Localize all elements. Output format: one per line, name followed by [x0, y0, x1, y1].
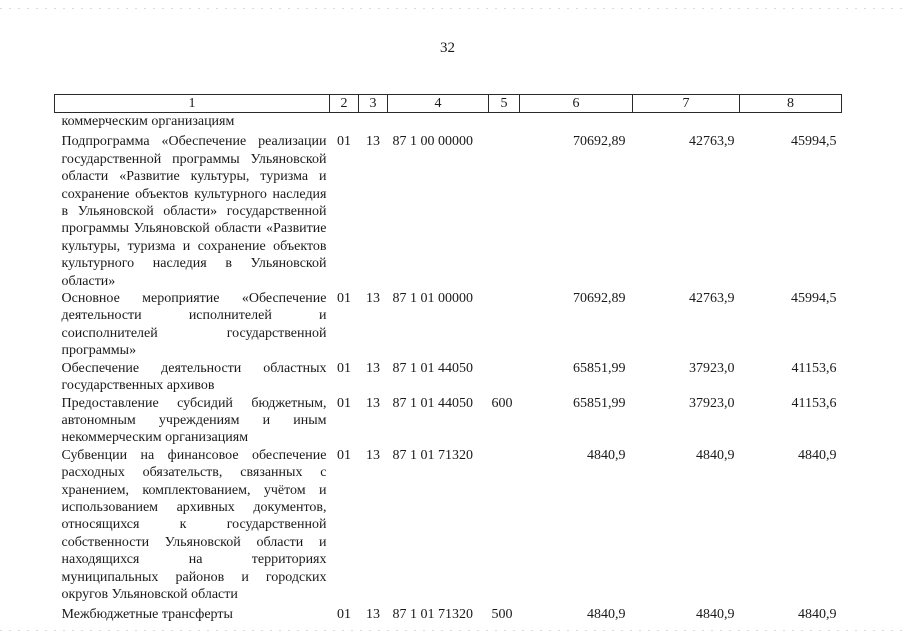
row-amount-col7: 37923,0 — [689, 395, 735, 411]
row-section-code: 01 — [337, 447, 351, 463]
row-section-code: 01 — [337, 291, 351, 307]
row-target-article-code: 87 1 01 44050 — [392, 395, 473, 411]
table-row — [55, 603, 842, 623]
table-body — [55, 113, 842, 624]
column-header-5: 5 — [489, 95, 520, 113]
row-amount-col6: 70692,89 — [573, 291, 626, 307]
row-amount-col7: 42763,9 — [689, 134, 735, 150]
row-name: Субвенции на финансовое обеспечение расходных обязательств, связанных с хранением, комплектованием, учётом и использованием архивных документов, относящихся к государственной собственности Ульяновской области и находящихся на территориях муниципальных районов и городских округов Ульяновской области — [61, 447, 327, 602]
row-subsection-code: 13 — [366, 360, 380, 376]
scan-artifact-top — [0, 8, 905, 9]
row-subsection-code — [359, 113, 388, 131]
row-amount-col7: 42763,9 — [689, 291, 735, 307]
row-target-article-code: 87 1 01 71320 — [392, 447, 473, 463]
row-target-article-code: 87 1 01 00000 — [392, 291, 473, 307]
page-number: 32 — [440, 40, 455, 56]
table-row — [55, 113, 842, 131]
row-amount-col7: 4840,9 — [696, 607, 735, 623]
row-amount-col8: 4840,9 — [798, 607, 837, 623]
row-name: Обеспечение деятельности областных государственных архивов — [61, 360, 327, 394]
row-amount-col7: 4840,9 — [696, 447, 735, 463]
row-subsection-code: 13 — [366, 447, 380, 463]
row-target-article-code: 87 1 00 00000 — [392, 134, 473, 150]
column-header-3: 3 — [359, 95, 388, 113]
row-subsection-code: 13 — [366, 607, 380, 623]
row-target-article-code — [388, 113, 489, 131]
row-subsection-code: 13 — [366, 395, 380, 411]
column-header-7: 7 — [633, 95, 740, 113]
column-header-4: 4 — [388, 95, 489, 113]
row-expense-type-code — [489, 360, 520, 395]
table-row — [55, 395, 842, 447]
row-section-code: 01 — [337, 360, 351, 376]
row-target-article-code: 87 1 01 44050 — [392, 360, 473, 376]
scan-artifact-bottom — [0, 630, 905, 631]
table-row — [55, 360, 842, 395]
row-section-code — [330, 113, 359, 131]
row-section-code: 01 — [337, 134, 351, 150]
table-row — [55, 290, 842, 360]
column-header-8: 8 — [740, 95, 842, 113]
row-amount-col6: 65851,99 — [573, 395, 626, 411]
row-expense-type-code — [489, 113, 520, 131]
row-amount-col6: 4840,9 — [587, 607, 626, 623]
row-amount-col8: 41153,6 — [791, 360, 837, 376]
row-expense-type-code — [489, 290, 520, 360]
row-amount-col8: 4840,9 — [798, 447, 837, 463]
row-amount-col7: 37923,0 — [689, 360, 735, 376]
row-amount-col7 — [633, 113, 740, 131]
row-name: Предоставление субсидий бюджетным, автономным учреждениям и иным некоммерческим организациям — [61, 395, 327, 446]
row-amount-col8: 45994,5 — [791, 291, 837, 307]
row-name: Основное мероприятие «Обеспечение деятельности исполнителей и соисполнителей государственной программы» — [61, 291, 327, 359]
row-expense-type-code: 500 — [491, 607, 513, 623]
row-expense-type-code: 600 — [491, 395, 513, 411]
row-subsection-code: 13 — [366, 134, 380, 150]
row-amount-col8 — [740, 113, 842, 131]
budget-table — [54, 94, 842, 624]
row-amount-col6: 70692,89 — [573, 134, 626, 150]
table-header — [55, 95, 842, 113]
table-row — [55, 447, 842, 604]
header-row — [55, 95, 842, 113]
column-header-6: 6 — [520, 95, 633, 113]
row-name: коммерческим организациям — [61, 114, 235, 129]
row-name: Подпрограмма «Обеспечение реализации государственной программы Ульяновской области «Развитие культуры, туризма и сохранение объектов культурного наследия в Ульяновской области» государственной программы Ульяновской области «Развитие культуры, туризма и сохранение объектов культурного наследия в Ульяновской области» — [61, 134, 327, 289]
row-amount-col8: 45994,5 — [791, 134, 837, 150]
row-amount-col6: 4840,9 — [587, 447, 626, 463]
row-target-article-code: 87 1 01 71320 — [392, 607, 473, 623]
row-section-code: 01 — [337, 607, 351, 623]
row-amount-col8: 41153,6 — [791, 395, 837, 411]
table-row — [55, 130, 842, 290]
row-name: Межбюджетные трансферты — [61, 607, 233, 623]
row-amount-col6 — [520, 113, 633, 131]
row-amount-col6: 65851,99 — [573, 360, 626, 376]
column-header-2: 2 — [330, 95, 359, 113]
row-expense-type-code — [489, 130, 520, 290]
row-section-code: 01 — [337, 395, 351, 411]
row-subsection-code: 13 — [366, 291, 380, 307]
column-header-1: 1 — [55, 95, 330, 113]
row-expense-type-code — [489, 447, 520, 604]
